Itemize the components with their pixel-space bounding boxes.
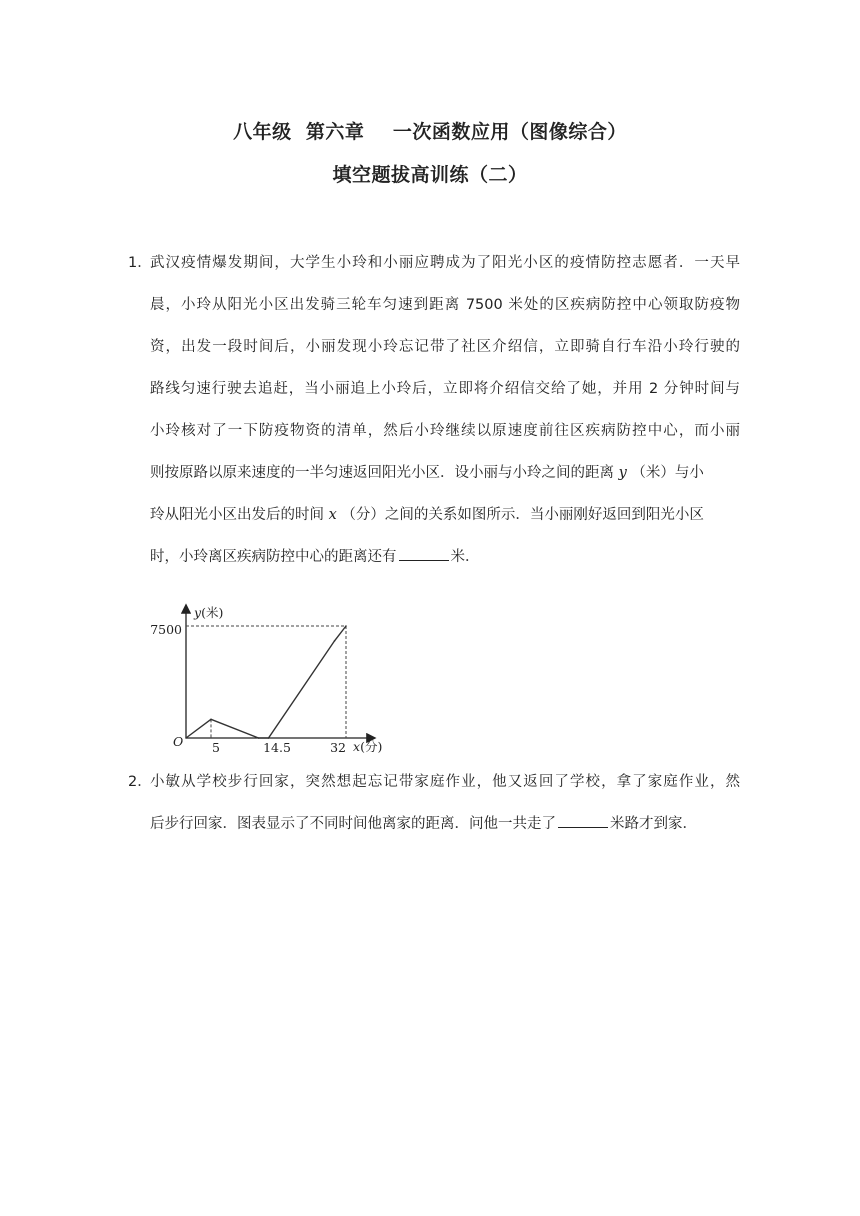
y-tick-label: 7500 [150,622,182,637]
data-point [210,719,212,721]
worksheet-title: 八年级 第六章 一次函数应用（图像综合） [233,121,627,143]
text-segment: 则按原路以原来速度的一半匀速返回阳光小区．设小丽与小玲之间的距离 [150,465,614,481]
answer-blank[interactable] [558,813,608,828]
x-tick-label: 32 [330,740,346,755]
problem-number: 1． [128,255,152,271]
text-segment: 时，小玲离区疾病防控中心的距离还有 [150,549,397,565]
problem-text-line [150,543,740,571]
answer-blank[interactable] [399,546,449,561]
problem-text-line: 小敏从学校步行回家，突然想起忘记带家庭作业，他又返回了学校，拿了家庭作业，然 [150,774,740,790]
problem-text-line [150,501,740,529]
problem-text-line [150,810,740,838]
problem-number: 2． [128,774,152,790]
problem-text-line: 资，出发一段时间后，小丽发现小玲忘记带了社区介绍信，立即骑自行车沿小玲行驶的 [150,339,740,355]
x-tick-label: 5 [212,740,220,755]
data-point [334,640,336,642]
variable-y: y [618,465,627,481]
text-segment: 米． [450,549,480,565]
x-axis-label: x(分) [353,739,383,754]
y-axis-label: y(米) [194,605,224,620]
problem-text-line: 小玲核对了一下防疫物资的清单，然后小玲继续以原速度前往区疾病防控中心，而小丽 [150,423,740,439]
problem-text-line: 晨，小玲从阳光小区出发骑三轮车匀速到距离 7500 米处的区疾病防控中心领取防疫物 [150,297,740,313]
problem-1 [128,249,740,571]
text-segment: 米路才到家． [610,816,697,832]
data-point [268,737,270,739]
problem-text-line: 路线匀速行驶去追赶，当小丽追上小玲后，立即将介绍信交给了她，并用 2 分钟时间与 [150,381,740,397]
text-segment: 后步行回家．图表显示了不同时间他离家的距离．问他一共走了 [150,816,556,832]
x-tick-label: 14.5 [263,740,291,755]
text-segment: 玲从阳光小区出发后的时间 [150,507,324,523]
problem-2 [128,768,740,838]
origin-label: O [173,734,184,749]
text-segment: （米）与小 [631,465,704,481]
text-segment: （分）之间的关系如图所示．当小丽刚好返回到阳光小区 [341,507,704,523]
worksheet-subtitle: 填空题拔高训练（二） [332,164,528,186]
data-point [258,737,260,739]
series-line [186,626,346,738]
problem-text-line [150,459,740,487]
problem-text-line: 武汉疫情爆发期间，大学生小玲和小丽应聘成为了阳光小区的疫情防控志愿者．一天早 [150,255,740,271]
data-point [185,737,187,739]
distance-time-graph [142,598,402,758]
data-point [345,625,347,627]
variable-x: x [328,507,337,523]
